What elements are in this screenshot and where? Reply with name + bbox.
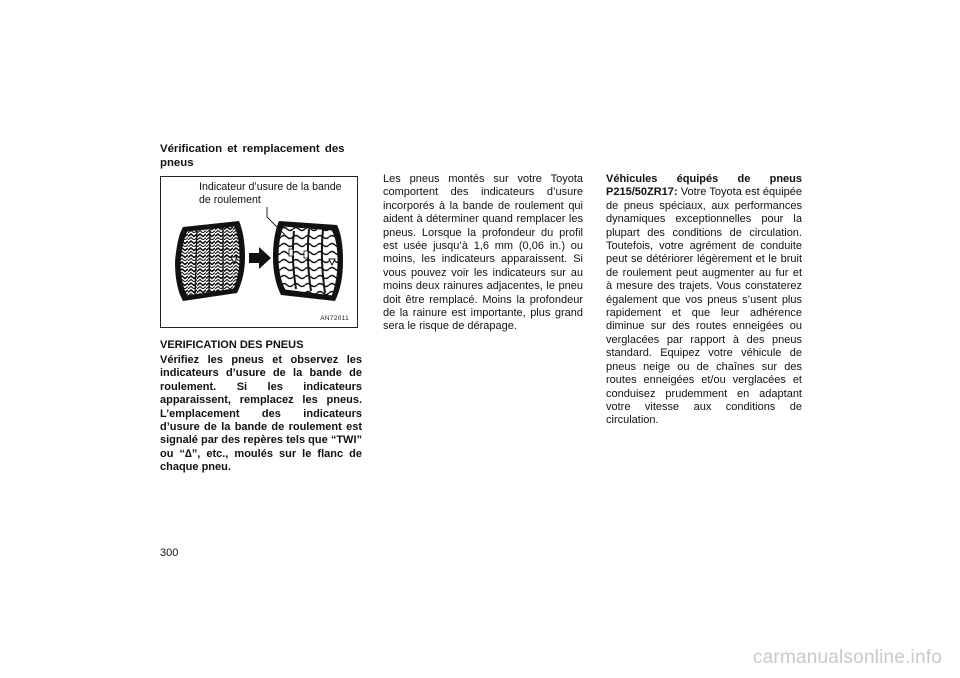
watermark: carmanualsonline.info [752,647,942,668]
new-tire-icon [175,221,245,301]
p215-tires-body: Votre Toyota est équipée de pneus spéciaux, aux performances dynamiques exceptionnelles pour la plupart des conditions de circulation. Toutefois, votre agrément de conduite peut se détériorer légèrement et le bruit de roulement peut augmenter au fur et à mesure des trajets. Vous constaterez également que vos pneus s’usent plus rapidement et que leur adhérence diminue sur des routes enneigées ou verglacées par rapport à des pneus standard. Equipez votre véhicule de pneus neige ou de chaînes sur des routes enneigées et/ou verglacées et conduisez prudemment en adaptant votre vitesse aux conditions de circulation. [606,186,802,427]
figure-code: AN72011 [320,315,349,322]
p215-tires-lead: Véhicules équipés de pneus P215/50ZR17: [606,173,802,199]
verification-heading: VERIFICATION DES PNEUS [160,339,304,351]
wear-indicator-paragraph: Les pneus montés sur votre Toyota comportent des indicateurs d’usure incorporés à la bande de roulement qui aident à déterminer quand remplacer les pneus. Lorsque la profondeur du profil est usée jusqu’à 1,6 mm (0,06 in.) ou moins, les indicateurs apparaissent. Si vous pouvez voir les indicateurs sur au moins deux rainures adjacentes, le pneu doit être remplacé. Moins la profondeur de la rainure est importante, plus grand sera le risque de dérapage. [383,173,583,333]
callout-label: Indicateur d’usure de la bande de roulement [199,181,342,206]
section-title: Vérification et remplacement des pneus [160,143,345,169]
page-number: 300 [160,547,179,559]
arrow-right-icon [249,247,271,269]
verification-body: Vérifiez les pneus et observez les indicateurs d’usure de la bande de roulement. Si les indicateurs apparaissent, remplacez les pneus. L’emplacement des indicateurs d’usure de la bande de roulement est signalé par des repères tels que “TWI” ou “∆”, etc., moulés sur le flanc de chaque pneu. [160,354,362,474]
tire-wear-illustration [160,176,358,328]
p215-tires-paragraph [606,173,802,428]
